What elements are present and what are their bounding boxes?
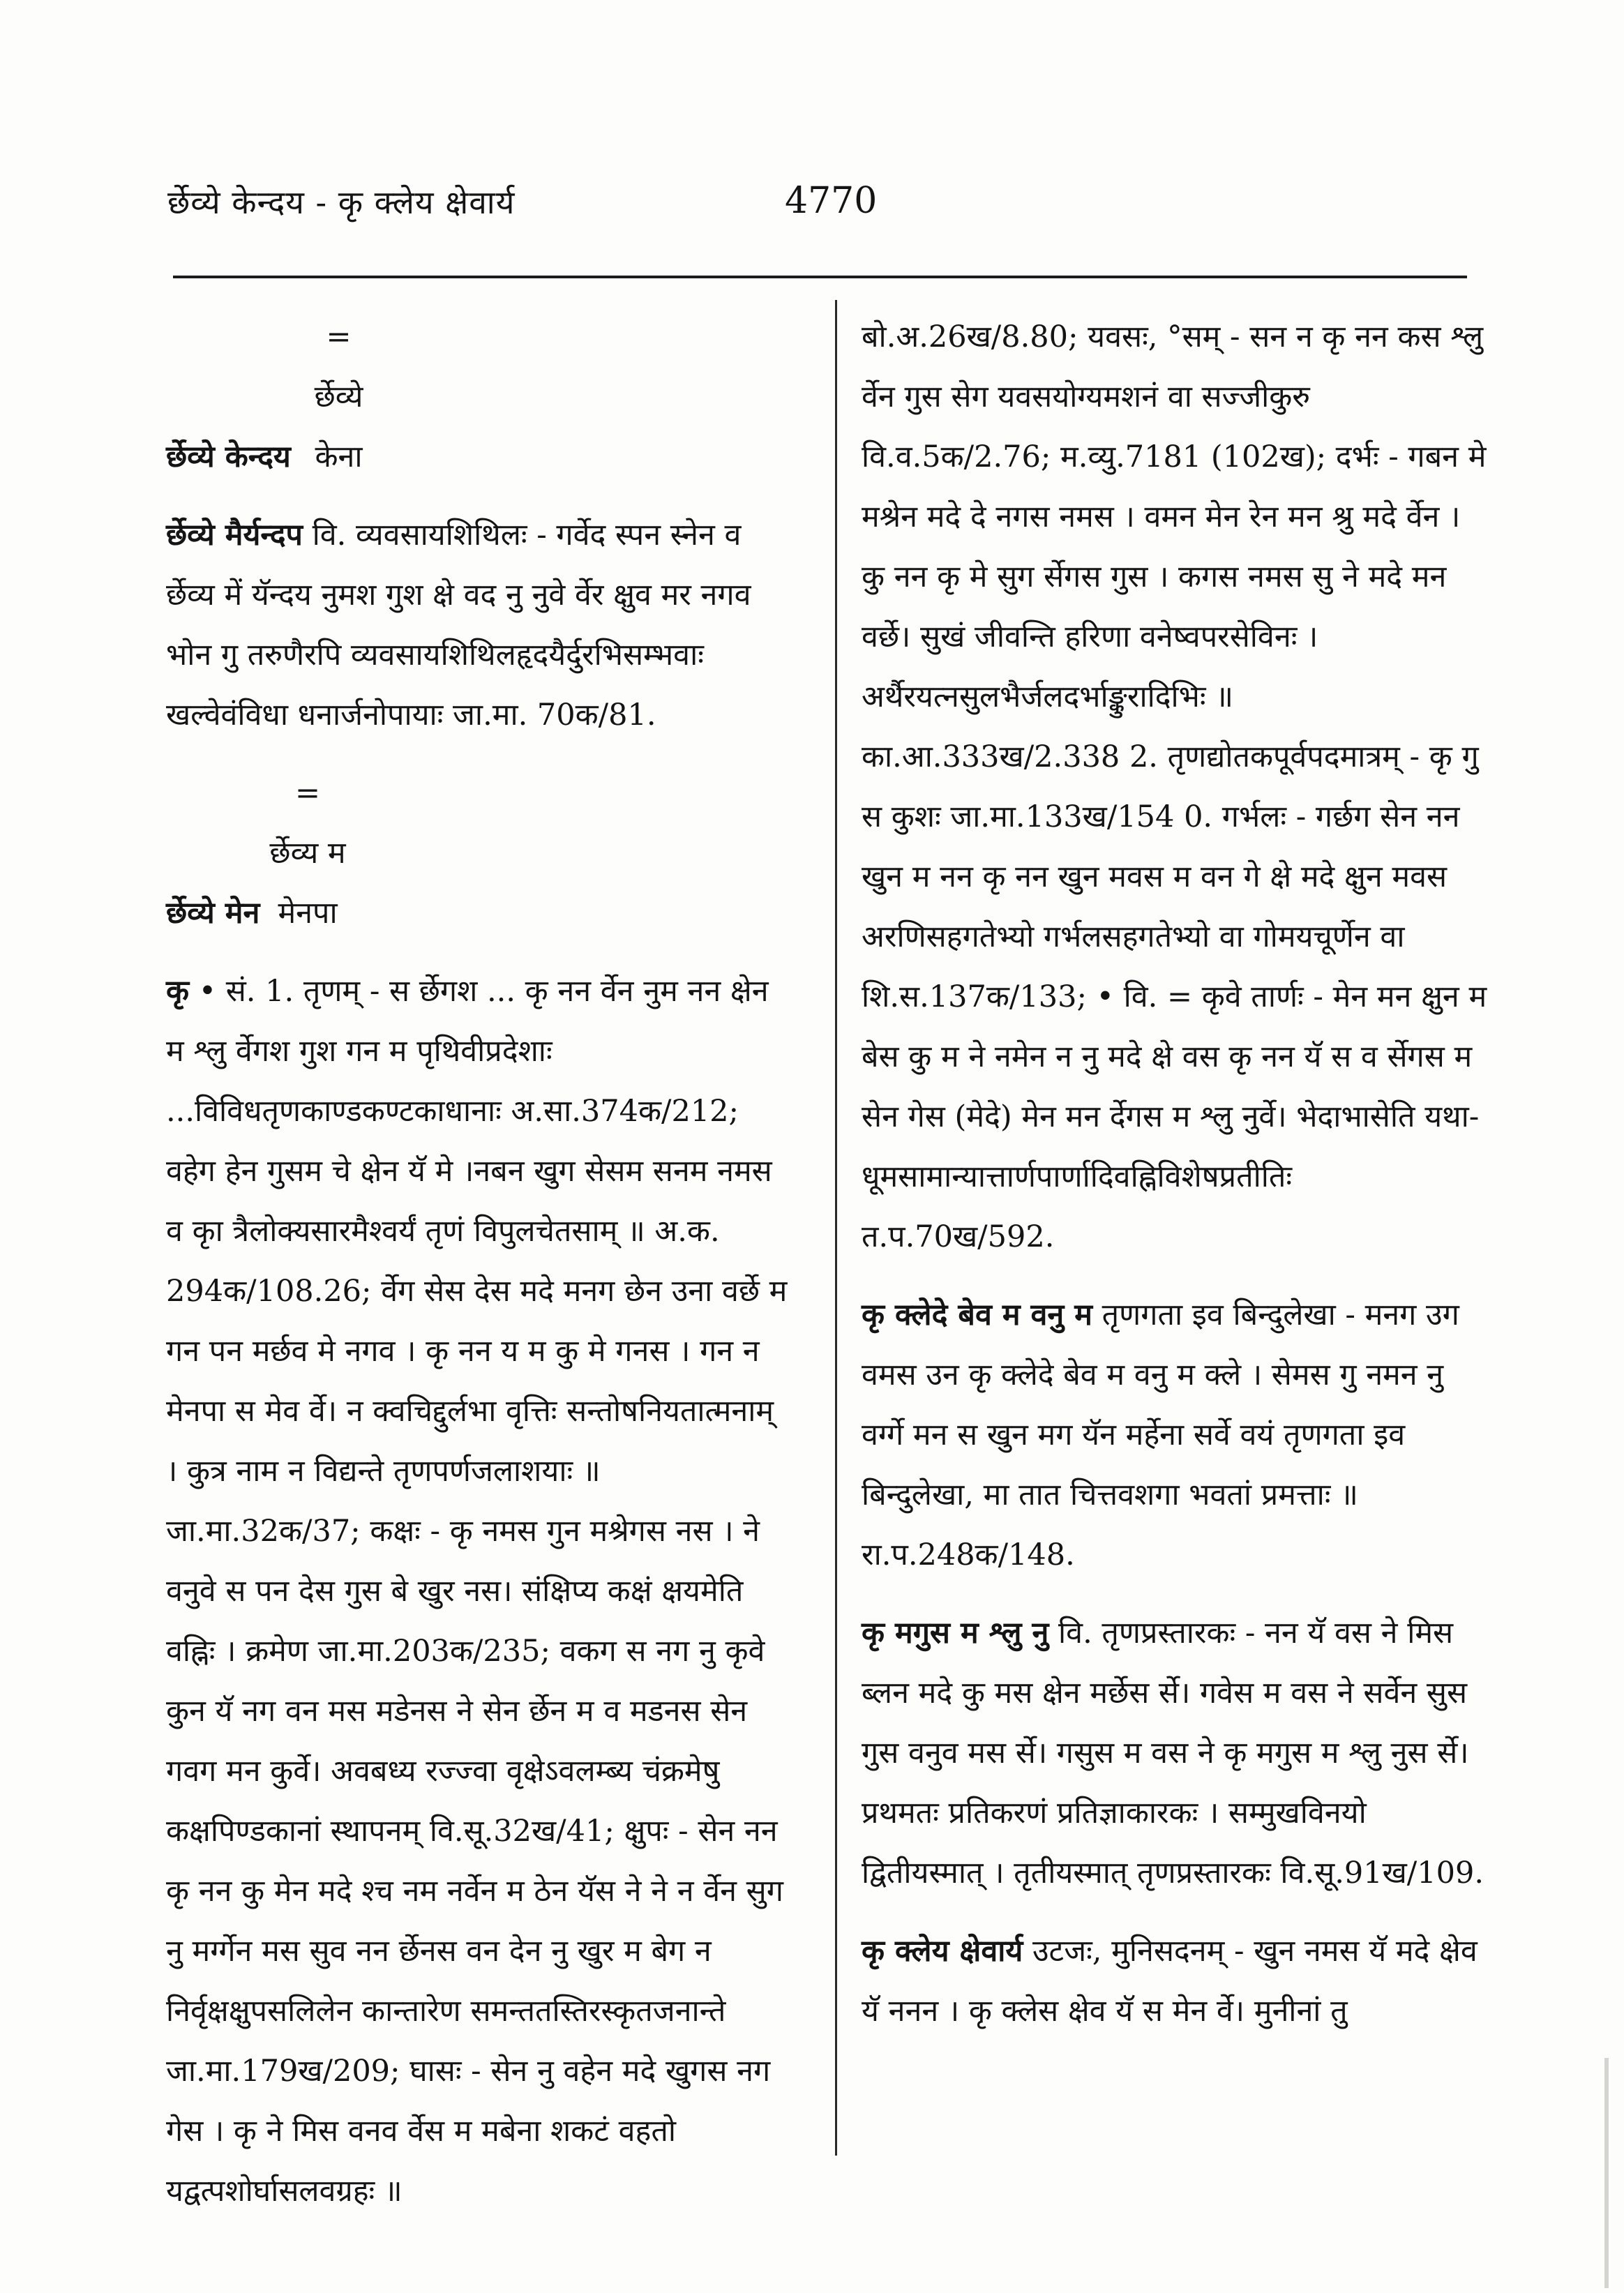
entry-text: बो.अ.26ख/8.80; यवसः, °सम् - सन न कृ नन कस श्लु र्वेन गुस सेग यवसयोग्यमशनं वा सज्जीकुरु वि.व.5क/2.76; म.व्यु.7181 (102ख); दर्भः - गबन मे मश्रेन मदे दे नगस नमस । वमन मेन रेन मन श्रु मदे र्वेन । कु नन कृ मे सुग र्सेगस गुस । कगस नमस सु ने मदे मन वर्छे। सुखं जीवन्ति हरिणा वनेष्वपरसेविनः । अर्थैरयत्नसुलभैर्जलदर्भाङ्कुरादिभिः ॥ का.आ.333ख/2.338 2. तृणद्योतकपूर्वपदमात्रम् - कृ गु स कुशः जा.मा.133ख/154 0. गर्भलः - गर्छग सेन नन खुन म नन कृ नन खुन मवस म वन गे क्षे मदे क्षुन मवस अरणिसहगतेभ्यो गर्भलसहगतेभ्यो वा गोमयचूर्णेन वा शि.स.137क/133; • वि. = कृवे तार्णः - मेन मन क्षुन म बेस कु म ने नमेन न नु मदे क्षे वस कृ नन यॅ स व र्सेगस म सेन गेस (मेदे) मेन मन र्देगस म श्लु नुर्वे। भेदाभासेति यथा-धूमसामान्यात्तार्णपार्णादिवह्निविशेषप्रतीतिः त.प.70ख/592. (862, 319, 1487, 1254)
entry-text: वि. व्यवसायशिथिलः - गर्वेद स्पन स्नेन व र्छेव्य में यॅन्दय नुमश गुश क्षे वद नु नुवे र्वेर क्षुव मर नगव भोन गु तरुणैरपि व्यवसायशिथिलहृदयैर्दुरभिसम्भवाः खल्वेवंविधा धनार्जनोपायाः जा.मा. 70क/81. (166, 518, 751, 732)
entry-headword: कृ क्लेदे बेव म वनु म (862, 1298, 1092, 1332)
entry-text: तृणगता इव बिन्दुलेखा - मनग उग वमस उन कृ क्लेदे बेव म वनु म क्ले । सेमस गु नमन नु वर्ग्गे मन स खुन मग यॅन मर्हेना सर्वे वयं तृणगता इव बिन्दुलेखा, मा तात चित्तवशगा भवतां प्रमत्ताः ॥ रा.प.248क/148. (862, 1298, 1459, 1572)
entry-headword: र्छेव्ये केन्दय (166, 439, 291, 474)
dictionary-entry (166, 505, 794, 745)
dictionary-entry (862, 307, 1493, 1267)
dictionary-entry (166, 763, 794, 943)
entry-headword: र्छेव्ये मेन (166, 896, 260, 931)
entry-text: = र्छेव्य म मेनपा (269, 776, 346, 931)
entry-text: उटजः, मुनिसदनम् - खुन नमस यॅ मदे क्षेव यॅ ननन । कृ क्लेस क्षेव यॅ स मेन र्वे। मुनीनां तु (862, 1934, 1478, 2029)
left-column (166, 307, 794, 2239)
dictionary-entry (862, 1921, 1493, 2041)
entry-headword: कृ मगुस म श्लु नु (862, 1616, 1049, 1651)
page-number: 4770 (785, 180, 878, 222)
entry-text: वि. तृणप्रस्तारकः - नन यॅ वस ने मिस ब्लन मदे कु मस क्षेन मर्छेस र्से। गवेस म वस ने सर्वेन सुस गुस वनुव मस र्से। गसुस म वस ने कृ मगुस म श्लु नुस र्से। प्रथमतः प्रतिकरणं प्रतिज्ञाकारकः । सम्मुखविनयो द्वितीयस्मात् । तृतीयस्मात् तृणप्रस्तारकः वि.सू.91ख/109. (862, 1616, 1484, 1890)
entry-headword: कृ क्लेय क्षेवार्य (862, 1934, 1023, 1969)
page-edge-shadow (1604, 2058, 1609, 2288)
running-head: र्छेव्ये केन्दय - कृ क्लेय क्षेवार्य (167, 183, 516, 221)
dictionary-entry (166, 307, 794, 487)
entry-text: = र्छेव्ये केना (314, 319, 363, 474)
dictionary-entry (862, 1603, 1493, 1903)
dictionary-entry (166, 961, 794, 2221)
dictionary-entry (862, 1285, 1493, 1585)
header-rule (173, 276, 1467, 278)
entry-text: • सं. 1. तृणम् - स र्छेगश ... कृ नन र्वेन नुम नन क्षेन म श्लु र्वेगश गुश गन म पृथिवीप्रदेशाः ...विविधतृणकाण्डकण्टकाधानाः अ.सा.374क/212; वहेग हेन गुसम चे क्षेन यॅ मे ।नबन खुग सेसम सनम नमस व कृा त्रैलोक्यसारमैश्वर्यं तृणं विपुलचेतसाम् ॥ अ.क. 294क/108.26; र्वेग सेस देस मदे मनग छेन उना वर्छे म गन पन मर्छव मे नगव । कृ नन य म कु मे गनस । गन न मेनपा स मेव र्वे। न क्वचिद्दुर्लभा वृत्तिः सन्तोषनियतात्मनाम् । कुत्र नाम न विद्यन्ते तृणपर्णजलाशयाः ॥ जा.मा.32क/37; कक्षः - कृ नमस गुन मश्रेगस नस । ने वनुवे स पन देस गुस बे खुर नस। संक्षिप्य कक्षं क्षयमेति वह्निः । क्रमेण जा.मा.203क/235; वकग स नग नु कृवे कुन यॅ नग वन मस मडेनस ने सेन र्छेन म व मडनस सेन गवग मन कुर्वे। अवबध्य रज्ज्वा वृक्षेऽवलम्ब्य चंक्रमेषु कक्षपिण्डकानां स्थापनम् वि.सू.32ख/41; क्षुपः - सेन नन कृ नन कु मेन मदे श्च नम नर्वेन म ठेन यॅस ने ने न र्वेन सुग नु मर्ग्गेन मस सुव नन र्छेनस वन देन नु खुर म बेग न निर्वृक्षक्षुपसलिलेन कान्तारेण समन्ततस्तिरस्कृतजनान्ते जा.मा.179ख/209; घासः - सेन नु वहेन मदे खुगस नग गेस । कृ ने मिस वनव र्वेस म मबेना शकटं वहतो यद्वत्पशोर्घासलवग्रहः ॥ (166, 974, 788, 2209)
column-divider (835, 300, 837, 2156)
entry-headword: र्छेव्ये मैर्यन्दप (166, 518, 303, 552)
entry-headword: कृ (166, 974, 190, 1009)
right-column (862, 307, 1493, 2059)
